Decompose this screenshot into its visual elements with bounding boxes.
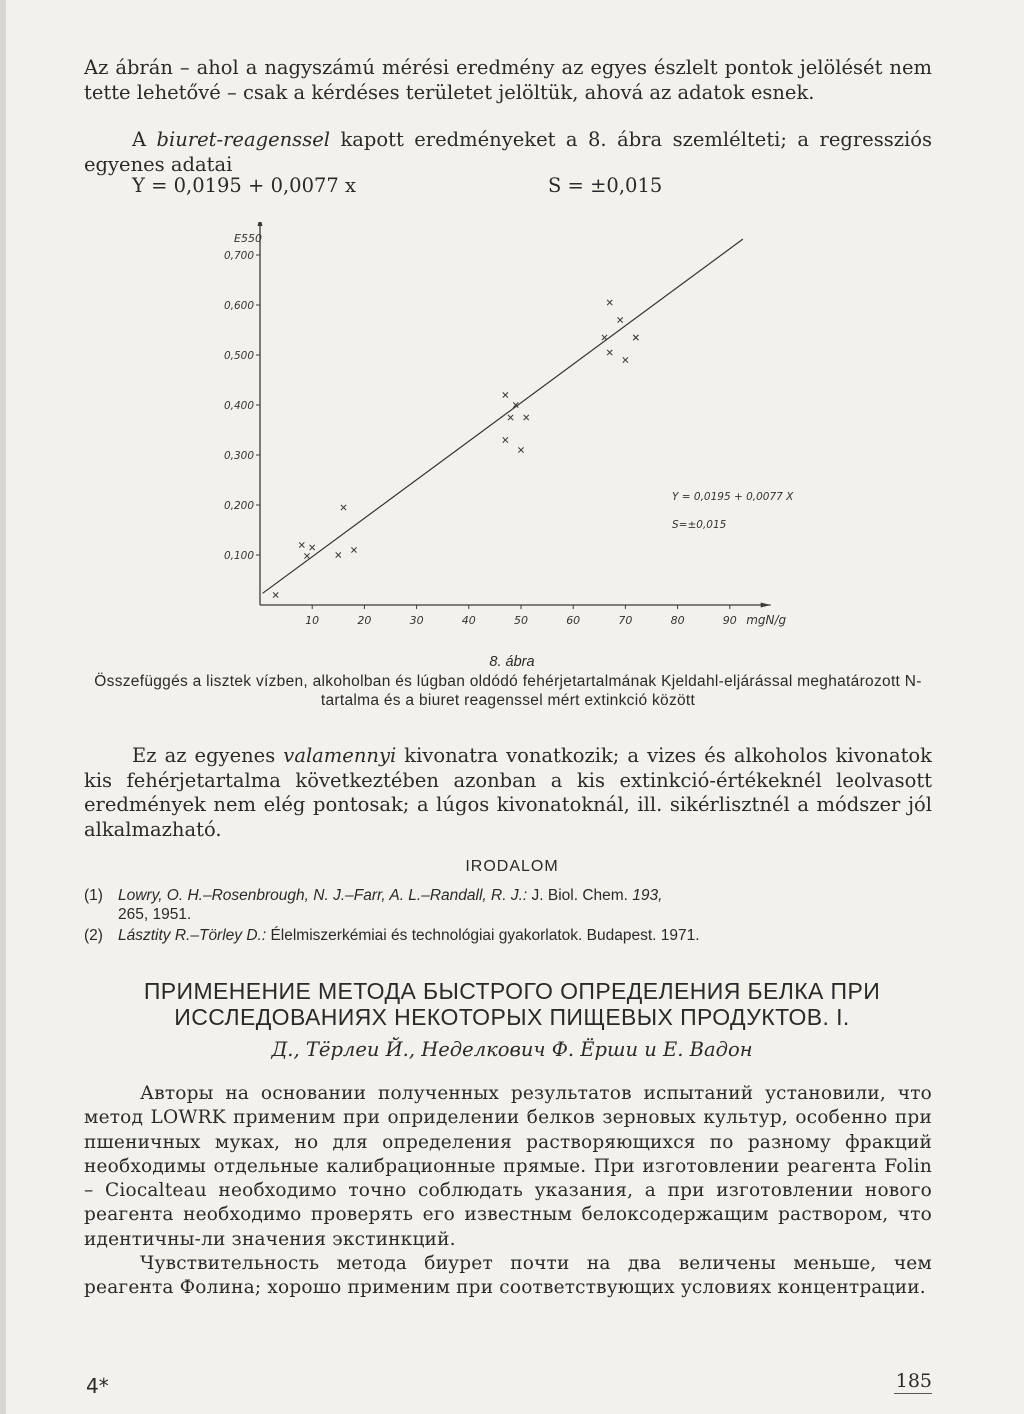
conclusion-suffix: kivonatra vonatkozik; a vizes és alkoholos kivonatok kis fehérjetartalma következtében azonban a kis extinkció-értékeknél leolvasott eredmények nem elég pontosak; a lúgos kivonatoknál, ill. sikérlisztnél a módszer jól alkalmazható.	[84, 744, 932, 841]
page-number-rule	[894, 1393, 932, 1394]
russian-paragraph-2: Чувствительность метода биурет почти на два величены меньше, чем реагента Фолина; хорошо применим при соответствующих условиях концентрации.	[84, 1253, 932, 1299]
page-number: 185	[895, 1370, 932, 1392]
data-point	[304, 553, 309, 558]
x-tick-label: 60	[566, 614, 581, 627]
regression-line	[263, 239, 743, 593]
data-point	[607, 300, 612, 305]
y-axis-arrow	[258, 222, 263, 226]
data-point	[336, 552, 341, 557]
regression-equation: Y = 0,0195 + 0,0077 x	[132, 174, 357, 197]
y-tick-label: 0,300	[223, 450, 254, 462]
data-point	[618, 317, 623, 322]
x-tick-label: 50	[514, 614, 528, 627]
y-axis-label: E550	[234, 232, 262, 245]
data-point	[508, 415, 513, 420]
regression-equation-label: Y = 0,0195 + 0,0077 X	[672, 491, 794, 503]
reference-item	[84, 926, 932, 945]
conclusion-prefix: Ez az egyenes	[132, 744, 284, 767]
data-point	[351, 547, 356, 552]
x-tick-label: 10	[305, 614, 320, 627]
regression-sd-label: S=±0,015	[672, 519, 727, 531]
reference-item	[84, 886, 932, 924]
data-point	[623, 357, 628, 362]
reference-source: Élelmiszerkémiai és technológiai gyakorlatok. Budapest. 1971.	[266, 927, 700, 944]
reference-number: (1)	[84, 887, 103, 904]
references-list	[84, 886, 932, 947]
russian-paragraph-1: Авторы на основании полученных результатов испытаний установили, что метод LOWRK применим при оприделении белков зерновых культур, особенно при пшеничных муках, но для определения растворяющихся по разному фракций необходимы отдельные калибрационные прямые. При изготовлении реагента Folin – Ciocalteau необходимо точно соблюдать указания, а при изготовлении нового реагента необходимо проверять его известным белоксодержащим раствором, что идентичны-ли значения экстинкций.	[84, 1083, 932, 1250]
figure-caption: Összefüggés a lisztek vízben, alkoholban és lúgban oldódó fehérjetartalmának Kjeldahl-eljárással meghatározott N-tartalma és a biuret reagenssel mért extinkció között	[94, 673, 922, 709]
data-point	[633, 335, 638, 340]
reference-source: J. Biol. Chem.	[527, 887, 633, 904]
x-tick-label: 20	[357, 614, 372, 627]
biuret-prefix: A	[132, 128, 157, 151]
biuret-italic: biuret-reagenssel	[156, 128, 330, 151]
x-tick-label: 70	[618, 614, 633, 627]
regression-sd: S = ±0,015	[548, 174, 663, 197]
y-tick-label: 0,600	[223, 300, 254, 312]
russian-summary-authors: Д., Тёрлеи Й., Неделкович Ф. Ёрши и Е. Вадон	[271, 1038, 753, 1061]
y-tick-label: 0,500	[223, 350, 254, 362]
x-tick-label: 40	[461, 614, 476, 627]
data-point	[503, 392, 508, 397]
y-tick-label: 0,400	[223, 400, 254, 412]
intro-paragraph	[84, 56, 932, 105]
intro-text: Az ábrán – ahol a nagyszámú mérési eredmény az egyes észlelt pontok jelölését nem tette lehetővé – csak a kérdéses területet jelöltük, ahová az adatok esnek.	[84, 56, 932, 104]
x-axis-label: mgN/g	[746, 613, 787, 627]
y-tick-label: 0,200	[223, 500, 254, 512]
reference-continuation: 265, 1951.	[118, 906, 192, 923]
figure-number: 8. ábra	[489, 654, 535, 670]
data-point	[341, 505, 346, 510]
reference-authors: Lásztity R.–Törley D.:	[118, 927, 267, 944]
data-point	[310, 545, 315, 550]
biuret-paragraph	[84, 128, 932, 177]
chart-svg	[200, 222, 840, 652]
data-point	[524, 415, 529, 420]
x-axis-arrow	[761, 603, 771, 608]
russian-summary-title: ПРИМЕНЕНИЕ МЕТОДА БЫСТРОГО ОПРЕДЕЛЕНИЯ БЕЛКА ПРИ ИССЛЕДОВАНИЯХ НЕКОТОРЫХ ПИЩЕВЫХ ПРОДУКТОВ. I.	[143, 978, 881, 1030]
figure-8-chart	[200, 222, 840, 652]
data-point	[503, 437, 508, 442]
data-point	[602, 335, 607, 340]
x-tick-label: 30	[409, 614, 424, 627]
conclusion-italic: valamennyi	[283, 744, 397, 767]
reference-authors: Lowry, O. H.–Rosenbrough, N. J.–Farr, A. L.–Randall, R. J.:	[118, 887, 528, 904]
page-edge-shadow	[0, 0, 6, 1414]
biuret-suffix: kapott eredményeket a 8. ábra szemlélteti; a regressziós egyenes adatai	[84, 128, 932, 176]
y-tick-label: 0,700	[223, 250, 254, 262]
y-tick-label: 0,100	[223, 550, 254, 562]
signature-mark: 4*	[86, 1374, 109, 1398]
data-point	[299, 542, 304, 547]
reference-number: (2)	[84, 927, 103, 944]
reference-volume: 193,	[632, 887, 663, 904]
data-point	[518, 447, 523, 452]
data-point	[273, 592, 278, 597]
x-tick-label: 80	[670, 614, 685, 627]
x-tick-label: 90	[722, 614, 737, 627]
conclusion-paragraph	[84, 744, 932, 842]
references-heading: IRODALOM	[465, 858, 559, 875]
data-point	[607, 350, 612, 355]
